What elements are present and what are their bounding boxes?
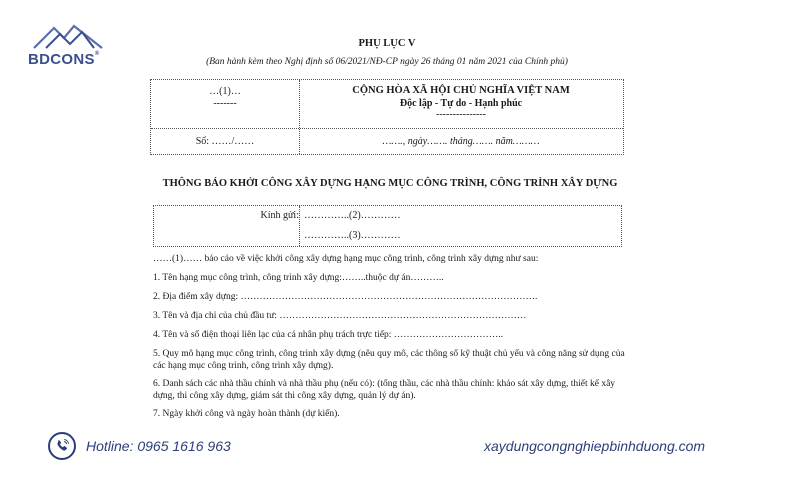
notice-title: THÔNG BÁO KHỞI CÔNG XÂY DỰNG HẠNG MỤC CÔNG TRÌNH, CÔNG TRÌNH XÂY DỰNG — [162, 178, 618, 189]
recipient-line-2: …………..(3)………… — [304, 230, 401, 241]
country-name: CỘNG HÒA XÃ HỘI CHỦ NGHĨA VIỆT NAM — [352, 85, 570, 96]
footer — [0, 432, 800, 462]
phone-icon — [48, 432, 76, 460]
motto: Độc lập - Tự do - Hạnh phúc — [399, 98, 523, 109]
document-header-table — [150, 79, 624, 155]
body-item-1: 1. Tên hạng mục công trình, công trình xây dựng:……..thuộc dự án……….. — [153, 273, 444, 283]
org-placeholder: …(1)… — [209, 86, 241, 97]
body-intro: ……(1)…… báo cáo về việc khởi công xây dựng hạng mục công trình, công trình xây dựng như sau: — [153, 254, 539, 264]
recipients-table — [153, 205, 622, 247]
body-item-6: 6. Danh sách các nhà thầu chính và nhà thầu phụ (nếu có): (tổng thầu, các nhà thầu chính: khảo sát xây dựng, thiết kế xây dựng, thi công xây dựng, giám sát thi công xây dựng, quản lý dự án). — [153, 379, 616, 401]
body-item-2: 2. Địa điểm xây dựng: …………………………………………………………………………………. — [153, 292, 538, 302]
document-number: Số: ……/…… — [195, 136, 255, 147]
body-item-3: 3. Tên và địa chỉ của chủ đầu tư: …………………………………………………………………… — [153, 311, 527, 321]
body-item-7: 7. Ngày khởi công và ngày hoàn thành (dự kiến). — [153, 409, 340, 419]
website-link[interactable]: xaydungcongnghiepbinhduong.com — [484, 438, 706, 454]
body-item-4: 4. Tên và số điện thoại liên lạc của cá nhân phụ trách trực tiếp: …………………………….. — [153, 330, 504, 340]
appendix-note: (Ban hành kèm theo Nghị định số 06/2021/NĐ-CP ngày 26 tháng 01 năm 2021 của Chính phủ) — [206, 57, 568, 67]
body-item-5: 5. Quy mô hạng mục công trình, công trình xây dựng (nêu quy mô, các thông số kỹ thuật chủ yếu và công năng sử dụng của các hạng mục công trình, công trình xây dựng). — [153, 349, 625, 371]
logo-text: BDCONS® — [28, 51, 100, 68]
recipient-label: Kính gửi: — [260, 210, 299, 221]
appendix-title: PHỤ LỤC V — [358, 38, 416, 49]
hotline-text[interactable]: Hotline: 0965 1616 963 — [86, 438, 231, 454]
document-date: ……., ngày……. tháng……. năm……… — [382, 136, 540, 147]
company-logo — [28, 22, 108, 72]
recipient-line-1: …………..(2)………… — [304, 210, 401, 221]
org-underline: ------- — [213, 98, 237, 109]
motto-underline: --------------- — [436, 109, 486, 120]
mountain-logo-icon — [32, 22, 104, 50]
